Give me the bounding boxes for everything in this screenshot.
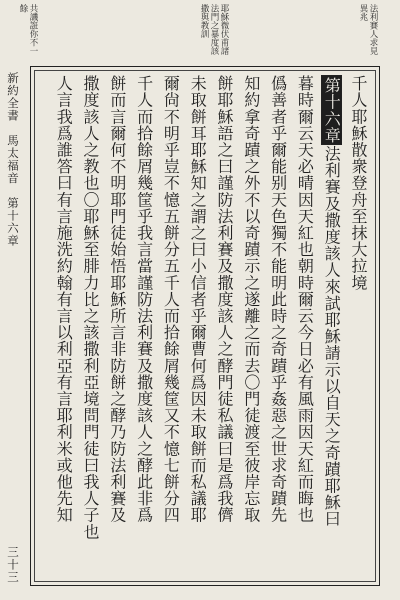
line-chapter-start: 法利賽及撒度該人來試耶穌請示以自天之奇蹟耶穌曰 bbox=[322, 145, 342, 528]
page-number: 三十三 bbox=[6, 546, 20, 584]
margin-note-left: 共譏誑你不一餘 bbox=[18, 4, 38, 55]
chapter-heading: 第十六章 bbox=[322, 77, 342, 144]
margin-note-right: 法利賽人求見異兆 bbox=[358, 4, 378, 55]
text-frame bbox=[30, 66, 380, 586]
margin-note-middle: 耶穌微伏甫諸法門之暴度該撒與教訓 bbox=[199, 4, 229, 55]
body-text bbox=[49, 75, 371, 579]
running-header: 新約全書 馬太福音 第十六章 bbox=[6, 72, 20, 247]
body-lines: 暮時爾云天必晴因天紅也朝時爾云今日必有風雨因天紅而晦也 僞善者乎爾能别天色獨不能明此時之奇蹟乎姦惡之世求奇蹟先 知約拿奇蹟之外不以奇蹟示之遂離之而去〇門徒渡至彼岸忘取 餅耶穌語之曰謹防法利賽及撒度該人之酵門徒私議曰是爲我儕 未取餅耳耶穌知之謂之曰小信者乎爾曹何爲因未取餅而私議耶 爾尙不明乎豈不憶五餅分五千人而拾餘屑幾筐又不憶七餅分四 千人而拾餘屑幾筐乎我言當謹防法利賽及撒度該人之酵此非爲 餅而言爾何不明耶門徒始悟耶穌所言非防餅之酵乃防法利賽及 撒度該人之教也〇耶穌至腓力比之該撒利亞境問門徒曰我人子也 人言我爲誰答曰有言施洗約翰有言以利亞有言耶利米或他先知 bbox=[54, 75, 315, 540]
line-pre: 千人耶穌散衆登舟至抹大拉境 bbox=[349, 75, 368, 291]
